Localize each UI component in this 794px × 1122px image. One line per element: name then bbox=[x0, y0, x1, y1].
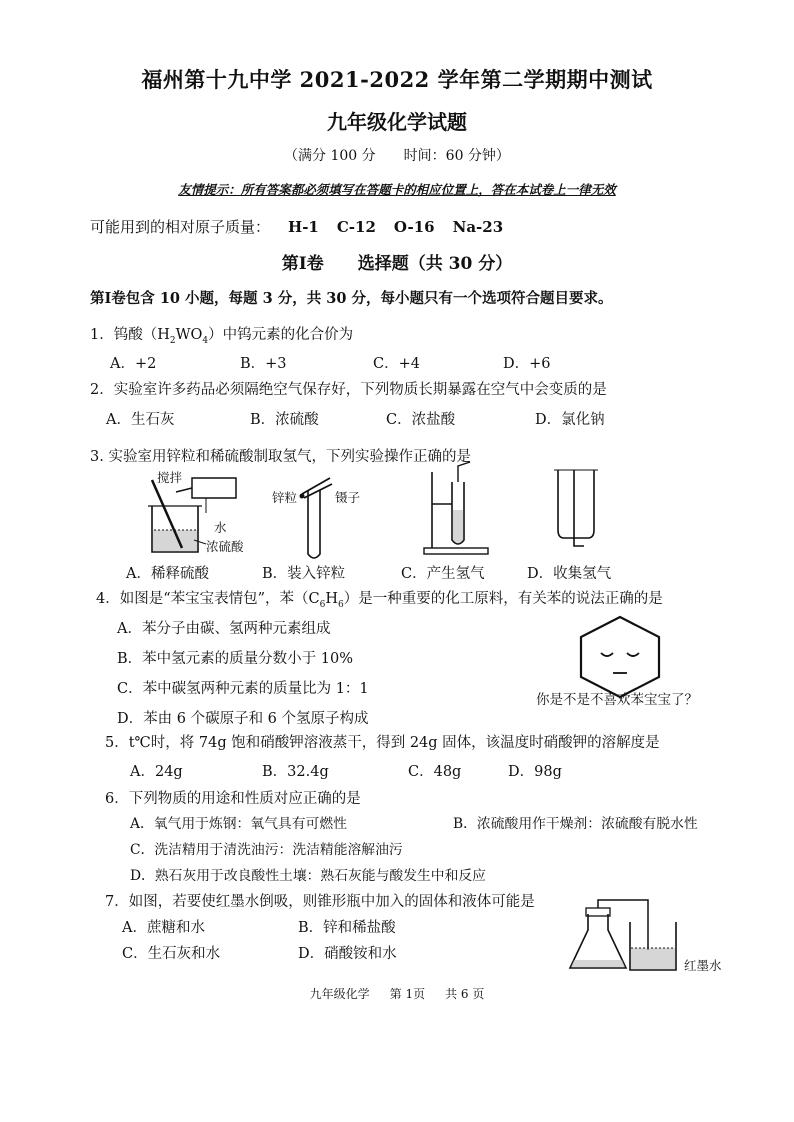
footer-subject: 九年级化学 bbox=[309, 987, 370, 1001]
q1-option-b: B．+3 bbox=[240, 356, 287, 372]
section-part: 第Ⅰ卷 bbox=[281, 254, 324, 274]
q5-option-b: B．32.4g bbox=[262, 764, 329, 780]
q6-option-a: A．氧气用于炼钢：氧气具有可燃性 bbox=[130, 816, 347, 832]
question-2-stem: 2．实验室许多药品必须隔绝空气保存好，下列物质长期暴露在空气中会变质的是 bbox=[90, 382, 607, 398]
atomic-mass-o: O-16 bbox=[393, 218, 435, 236]
question-4-stem: 4．如图是“苯宝宝表情包”，苯$(C_6H_6)$是一种重要的化工原料，有关苯的说法正确的是 bbox=[96, 591, 663, 610]
q7-option-c: C．生石灰和水 bbox=[122, 946, 221, 962]
label-water: 水 bbox=[214, 520, 227, 535]
atomic-mass-label: 可能用到的相对原子质量： bbox=[90, 218, 271, 236]
footer-page: 第 1页 bbox=[389, 987, 426, 1001]
atomic-mass-c: C-12 bbox=[336, 218, 376, 236]
q4-option-c: C．苯中碳氢两种元素的质量比为 1：1 bbox=[117, 681, 369, 697]
q3-option-b: B．装入锌粒 bbox=[262, 566, 346, 582]
label-conc-acid: 浓硫酸 bbox=[206, 539, 244, 554]
q7-option-a: A．蔗糖和水 bbox=[122, 920, 205, 936]
q7-option-d: D．硝酸铵和水 bbox=[298, 946, 397, 962]
q3-option-d: D．收集氢气 bbox=[527, 566, 612, 582]
q2-option-d: D．氯化钠 bbox=[535, 412, 605, 428]
question-1-stem: 1．钨酸$(H_2WO_4)$中钨元素的化合价为 bbox=[90, 327, 354, 346]
q1-option-a: A．+2 bbox=[110, 356, 157, 372]
question-7-stem: 7．如图，若要使红墨水倒吸，则锥形瓶中加入的固体和液体可能是 bbox=[105, 894, 535, 910]
q4-option-b: B．苯中氢元素的质量分数小于 10% bbox=[117, 651, 353, 667]
exam-info: （满分 100 分 时间：60 分钟） bbox=[284, 148, 510, 164]
q1-option-c: C．+4 bbox=[373, 356, 420, 372]
exam-subtitle: 九年级化学试题 bbox=[327, 110, 467, 134]
figure-produce-hydrogen bbox=[418, 460, 498, 558]
label-zinc: 锌粒 bbox=[272, 490, 298, 505]
label-tweezers: 镊子 bbox=[335, 490, 361, 505]
section-heading bbox=[0, 249, 794, 274]
atomic-mass-h: H-1 bbox=[288, 218, 319, 236]
question-6-stem: 6．下列物质的用途和性质对应正确的是 bbox=[105, 791, 361, 807]
q5-option-c: C．48g bbox=[408, 764, 462, 780]
q4-option-d: D．苯由 6 个碳原子和 6 个氢原子构成 bbox=[117, 711, 369, 727]
q6-option-c: C．洗洁精用于清洗油污：洗洁精能溶解油污 bbox=[130, 842, 403, 858]
atomic-mass-line bbox=[90, 216, 503, 237]
q5-option-a: A．24g bbox=[130, 764, 183, 780]
q2-option-c: C．浓盐酸 bbox=[386, 412, 456, 428]
page-footer bbox=[0, 985, 794, 1002]
q2-option-a: A．生石灰 bbox=[106, 412, 175, 428]
question-3-stem: 3. 实验室用锌粒和稀硫酸制取氢气，下列实验操作正确的是 bbox=[90, 449, 471, 465]
exam-title: 福州第十九中学 2021-2022 学年第二学期期中测试 bbox=[141, 67, 653, 92]
q1-option-d: D．+6 bbox=[503, 356, 551, 372]
q6-option-b: B．浓硫酸用作干燥剂：浓硫酸有脱水性 bbox=[453, 816, 698, 832]
q3-option-a: A．稀释硫酸 bbox=[126, 566, 209, 582]
q4-option-a: A．苯分子由碳、氢两种元素组成 bbox=[117, 621, 331, 637]
q2-option-b: B．浓硫酸 bbox=[250, 412, 319, 428]
section-name: 选择题（共 30 分） bbox=[357, 254, 513, 274]
section-intro: 第Ⅰ卷包含 10 小题，每题 3 分，共 30 分，每小题只有一个选项符合题目要求。 bbox=[90, 290, 613, 307]
q3-option-c: C．产生氢气 bbox=[401, 566, 485, 582]
label-red-ink: 红墨水 bbox=[684, 958, 722, 973]
q7-option-b: B．锌和稀盐酸 bbox=[298, 920, 396, 936]
notice: 友情提示：所有答案都必须填写在答题卡的相应位置上，答在本试卷上一律无效 bbox=[178, 182, 616, 197]
q5-option-d: D．98g bbox=[508, 764, 562, 780]
figure-collect-hydrogen bbox=[548, 468, 608, 558]
q6-option-d: D．熟石灰用于改良酸性土壤：熟石灰能与酸发生中和反应 bbox=[130, 868, 486, 884]
atomic-mass-na: Na-23 bbox=[452, 218, 504, 236]
benzene-caption: 你是不是不喜欢苯宝宝了？ bbox=[536, 692, 698, 708]
label-stir: 搅拌 bbox=[157, 470, 183, 485]
figure-flask-ink bbox=[566, 898, 686, 974]
footer-total: 共 6 页 bbox=[445, 987, 485, 1001]
question-5-stem: 5．t℃时，将 74g 饱和硝酸钾溶液蒸干，得到 24g 固体，该温度时硝酸钾的溶解度是 bbox=[105, 735, 660, 751]
benzene-face-icon bbox=[575, 615, 665, 695]
